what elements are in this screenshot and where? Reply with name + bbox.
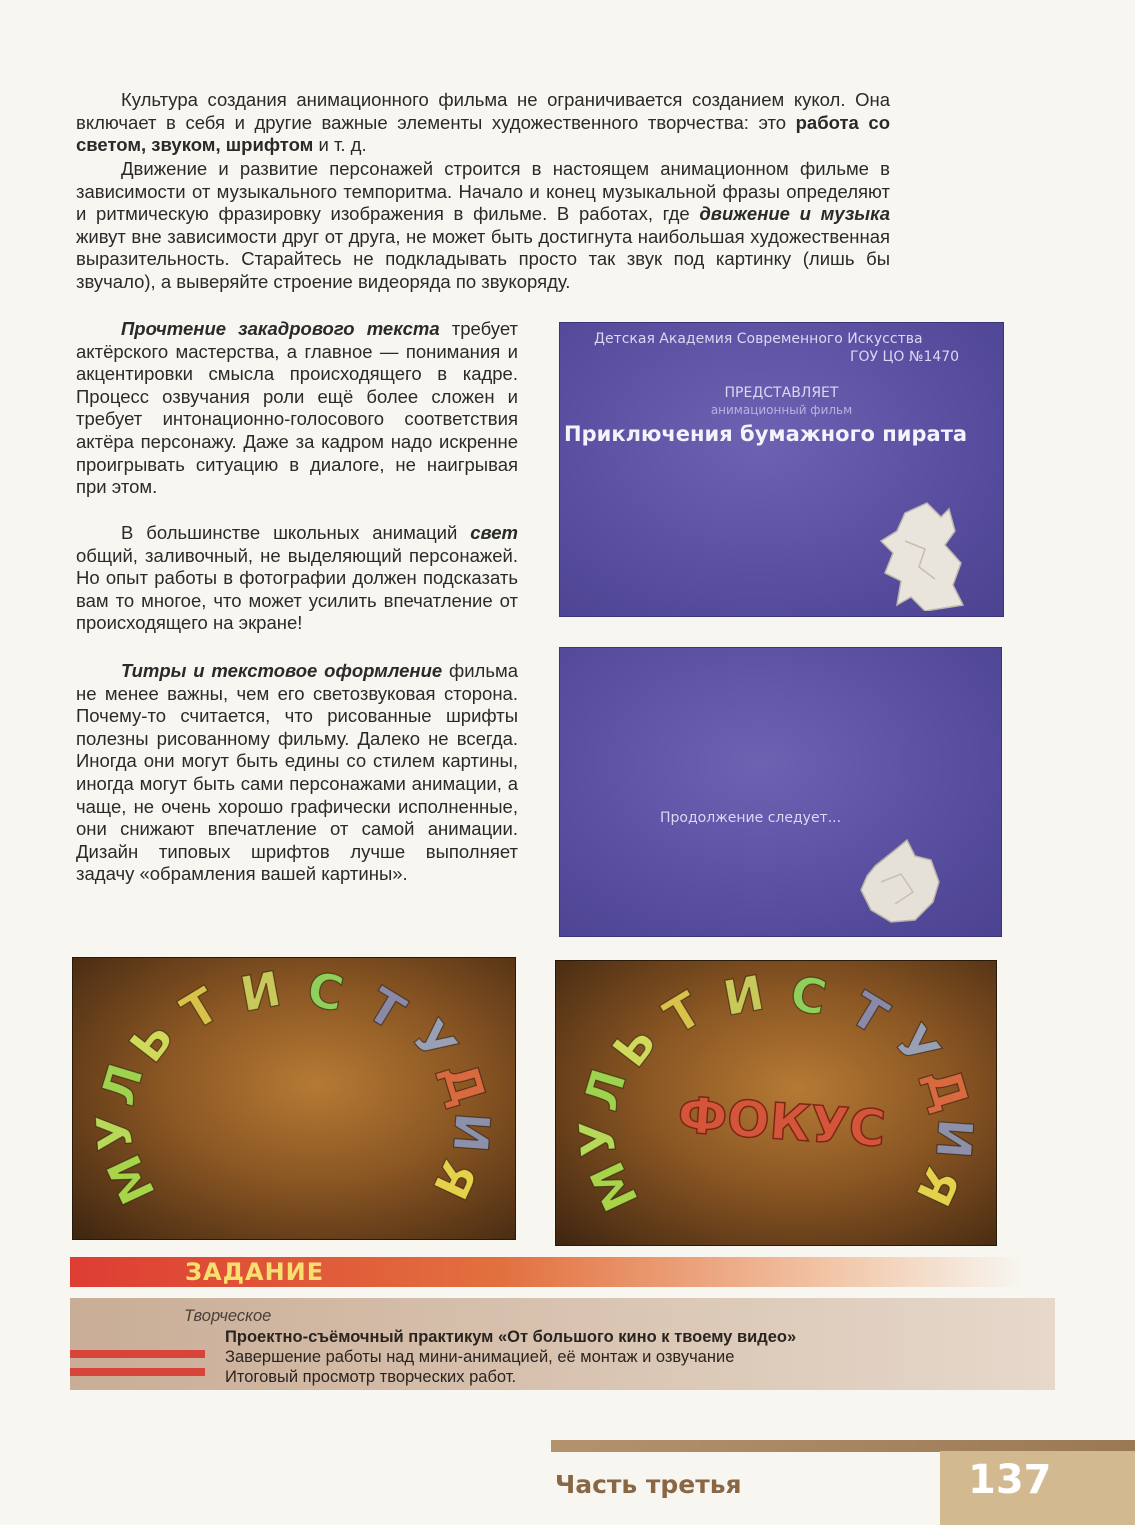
arc-letter: Т — [171, 977, 229, 1042]
arc-letter: С — [785, 965, 831, 1027]
arc-letter: Л — [90, 1057, 156, 1112]
task-type: Творческое — [184, 1307, 272, 1325]
arc-letter: У — [569, 1118, 628, 1160]
emphasis-voiceover: Прочтение закадрового текста — [121, 318, 440, 339]
center-word: ФОКУС — [675, 1085, 888, 1159]
emphasis-titles: Титры и текстовое оформление — [121, 660, 443, 681]
task-box — [70, 1298, 1055, 1390]
arc-letter: И — [924, 1116, 983, 1161]
arc-letter: Д — [913, 1061, 980, 1119]
paper-figure-icon — [855, 836, 945, 926]
title-slide-image — [559, 322, 1004, 617]
arc-letter: У — [400, 1009, 468, 1074]
slide-film-type: анимационный фильм — [710, 403, 853, 417]
page-number-box — [940, 1451, 1135, 1525]
arc-letter: И — [718, 965, 769, 1028]
slide-continued-text: Продолжение следует... — [660, 810, 842, 826]
footer-part-title: Часть третья — [555, 1470, 742, 1499]
slide-film-title: Приключения бумажного пирата — [564, 422, 968, 446]
emphasis-light: свет — [470, 522, 518, 543]
ending-slide-image — [559, 647, 1002, 937]
intro-paragraph-2: Движение и развитие персонажей строится в настоящем анимационном фильме в зависимости от музыкального темпоритма. Начало и конец музыкальной фразы определяют и ритмическую фразировку изображения в фильме. В работах, где движение и музыка живут вне зависимости друг от друга, не может быть достигнута наибольшая художественная выразительность. Старайтесь не подкладывать просто так звук под картинку (лишь бы звучало), а выверяйте строение видеоряда по звукоряду. — [76, 158, 890, 292]
task-project-title: Проектно-съёмочный практикум «От большого кино к твоему видео» — [225, 1328, 797, 1346]
arc-letter: Д — [430, 1055, 497, 1114]
arc-letter: Ь — [118, 1010, 186, 1074]
arc-letter: С — [302, 961, 348, 1023]
slide-academy-name: Детская Академия Современного Искусства — [594, 331, 923, 347]
task-step-1: Завершение работы над мини-анимацией, её монтаж и озвучание — [225, 1348, 735, 1366]
letters-arc — [556, 961, 996, 1245]
arc-letter: У — [86, 1112, 145, 1153]
task-header-bar — [70, 1257, 1025, 1287]
arc-letter: Л — [573, 1062, 639, 1118]
arc-letter: Я — [904, 1157, 971, 1215]
letters-arc — [73, 958, 515, 1239]
emphasis-motion-music: движение и музыка — [699, 203, 890, 225]
arc-letter: Т — [357, 977, 415, 1042]
arc-letter: Т — [654, 981, 712, 1047]
paper-figure-icon — [875, 501, 970, 611]
arc-letter: М — [96, 1145, 168, 1213]
letters-photo-2 — [555, 960, 997, 1246]
page-number: 137 — [968, 1457, 1052, 1503]
red-stripe — [70, 1350, 205, 1358]
intro-paragraph-1: Культура создания анимационного фильма не ограничивается созданием кукол. Она включает в себя и другие важные элементы художественного творчества: это работа со светом, звуком, шрифтом и т. д. — [76, 89, 890, 156]
task-step-2: Итоговый просмотр творческих работ. — [225, 1368, 517, 1386]
arc-letter: И — [441, 1110, 500, 1155]
slide-presents: ПРЕДСТАВЛЯЕТ — [724, 385, 839, 401]
arc-letter: Я — [421, 1150, 488, 1208]
titles-paragraph: Титры и текстовое оформление фильма не менее важны, чем его светозвуковая сторона. Почему-то считается, что рисованные шрифты полезны рисованному фильму. Далеко не всегда. Иногда они могут быть едины со стилем картины, иногда могут быть сами персонажами анимации, а чаще, не очень хорошо графически исполненные, они снижают впечатление от самой анимации. Дизайн типовых шрифтов лучше выполняет задачу «обрамления вашей картины». — [76, 660, 518, 885]
task-heading: ЗАДАНИЕ — [185, 1258, 325, 1286]
voiceover-paragraph: Прочтение закадрового текста требует актёрского мастерства, а главное — понимания и акцентировки смысла происходящего в кадре. Процесс озвучания роли ещё более сложен и требует интонационно-голосового соответствия актёра персонажу. Даже за кадром надо искренне проигрывать ситуацию в диалоге, не наигрывая при этом. — [76, 318, 518, 498]
arc-letter: Ь — [601, 1014, 669, 1078]
slide-school-number: ГОУ ЦО №1470 — [850, 349, 960, 365]
arc-letter: У — [883, 1014, 951, 1079]
arc-letter: И — [235, 961, 286, 1024]
red-stripe — [70, 1368, 205, 1376]
letters-photo-1 — [72, 957, 516, 1240]
arc-letter: Т — [840, 981, 898, 1047]
arc-letter: М — [579, 1152, 651, 1220]
lighting-paragraph: В большинстве школьных анимаций свет общий, заливочный, не выделяющий персонажей. Но опыт работы в фотографии должен подсказать вам то многое, что может усилить впечатление от происходящего на экране! — [76, 522, 518, 634]
emphasis-light-sound-font: работа со светом, звуком, шрифтом — [76, 111, 890, 156]
